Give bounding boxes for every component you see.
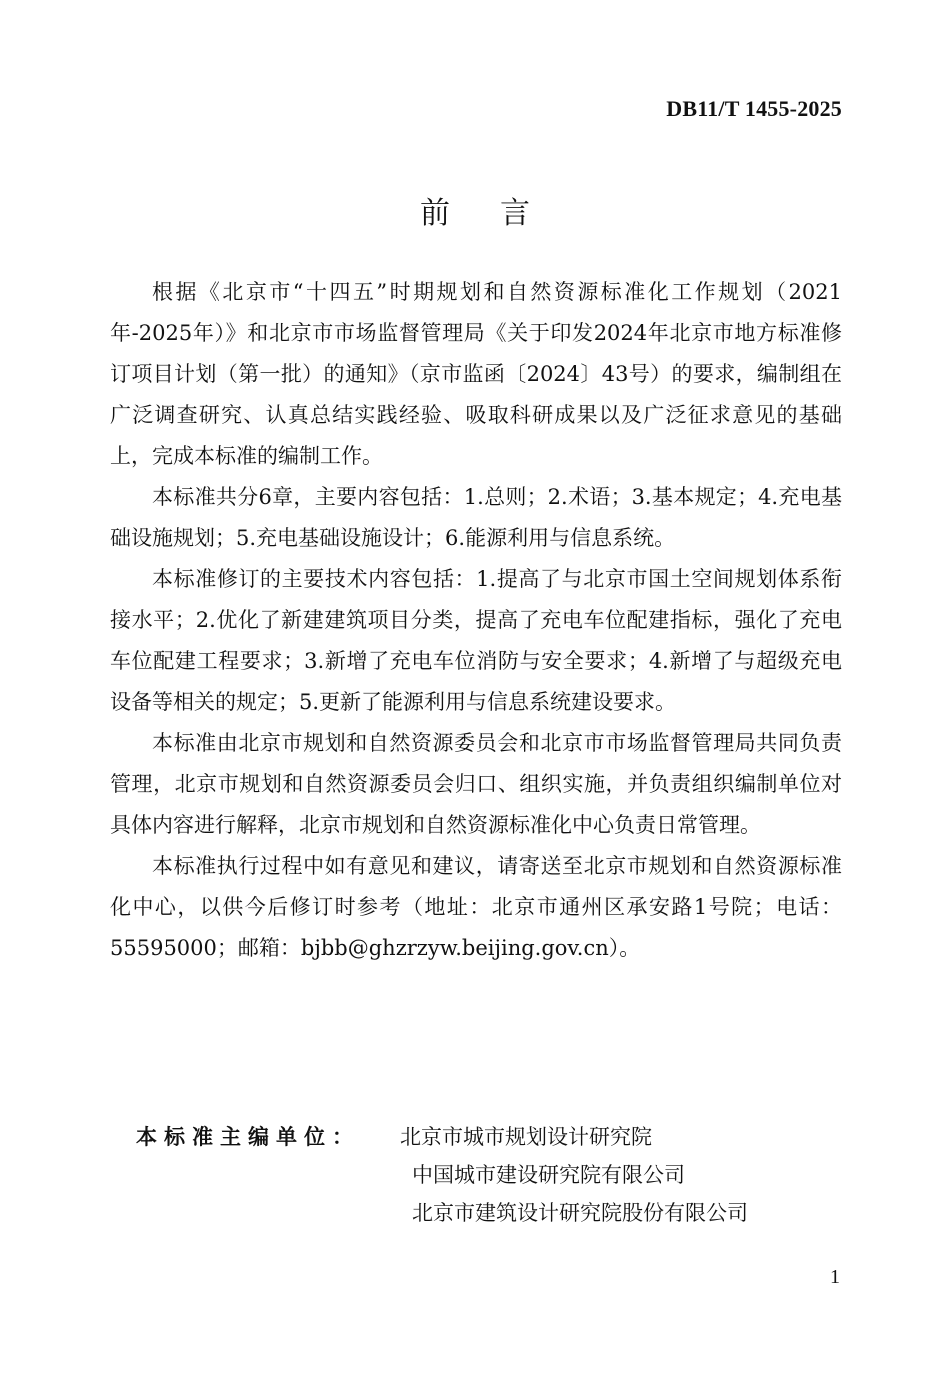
paragraph-chapters: 本标准共分6章，主要内容包括：1.总则；2.术语；3.基本规定；4.充电基础设施规划；5.充电基础设施设计；6.能源利用与信息系统。 [110, 485, 842, 550]
editor-row [136, 1194, 748, 1232]
paragraph-revisions: 本标准修订的主要技术内容包括：1.提高了与北京市国土空间规划体系衔接水平；2.优化了新建建筑项目分类，提高了充电车位配建指标，强化了充电车位配建工程要求；3.新增了充电车位消防与安全要求；4.新增了与超级充电设备等相关的规定；5.更新了能源利用与信息系统建设要求。 [110, 567, 842, 714]
editor-unit: 中国城市建设研究院有限公司 [412, 1163, 685, 1187]
paragraph-basis: 根据《北京市“十四五”时期规划和自然资源标准化工作规划（2021年-2025年）》和北京市市场监督管理局《关于印发2024年北京市地方标准修订项目计划（第一批）的通知》（京市监函〔2024〕43号）的要求，编制组在广泛调查研究、认真总结实践经验、吸取科研成果以及广泛征求意见的基础上，完成本标准的编制工作。 [110, 280, 842, 468]
editor-row [136, 1118, 748, 1156]
page-number: 1 [830, 1266, 840, 1288]
standard-code: DB11/T 1455-2025 [666, 96, 842, 121]
paragraph-management: 本标准由北京市规划和自然资源委员会和北京市市场监督管理局共同负责管理，北京市规划和自然资源委员会归口、组织实施，并负责组织编制单位对具体内容进行解释，北京市规划和自然资源标准化中心负责日常管理。 [110, 731, 842, 837]
title-first-char: 前 [420, 196, 450, 231]
editor-label: 本标准主编单位： [136, 1125, 360, 1149]
paragraph-feedback: 本标准执行过程中如有意见和建议，请寄送至北京市规划和自然资源标准化中心，以供今后修订时参考（地址：北京市通州区承安路1号院；电话：55595000；邮箱：bjbb@ghzrzyw.beijing.gov.cn）。 [110, 854, 842, 960]
editor-units [136, 1118, 748, 1232]
preface-body [110, 272, 842, 969]
editor-unit: 北京市城市规划设计研究院 [400, 1125, 652, 1149]
page-title [0, 188, 950, 232]
title-second-char: 言 [500, 196, 530, 231]
editor-unit: 北京市建筑设计研究院股份有限公司 [412, 1201, 748, 1225]
editor-row [136, 1156, 748, 1194]
